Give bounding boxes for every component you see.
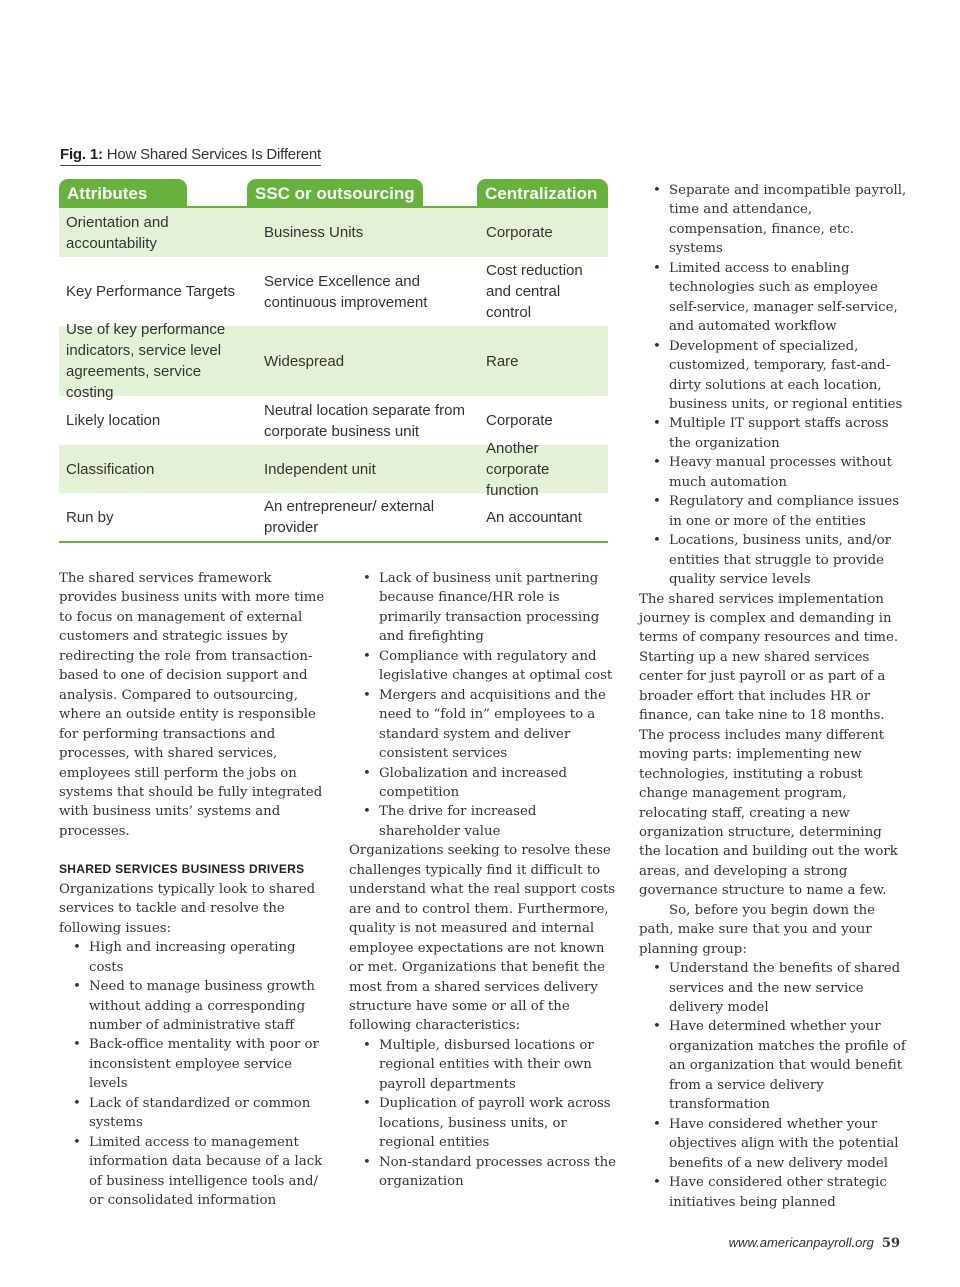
- cell-ssc: Neutral location separate from corporate business unit: [264, 401, 465, 440]
- planning-list: [639, 959, 907, 1212]
- column-2: [349, 569, 619, 1192]
- header-attributes: Attributes: [59, 179, 187, 208]
- drivers-intro: Organizations typically look to shared services to tackle and resolve the following issues:: [59, 881, 316, 936]
- list-item: • Have determined whether your organization matches the profile of an organization that would benefit from a service delivery transformation: [639, 1017, 907, 1114]
- list-item: • Multiple IT support staffs across the organization: [639, 414, 907, 453]
- list-item: • Lack of standardized or common systems: [59, 1094, 329, 1133]
- cell-attribute: Run by: [66, 508, 114, 526]
- drivers-list-continued: [349, 569, 619, 841]
- table-row: [59, 439, 608, 499]
- list-item: • Multiple, disbursed locations or regional entities with their own payroll departments: [349, 1036, 619, 1094]
- list-item: • Development of specialized, customized, temporary, fast-and-dirty solutions at each location, business units, or regional entities: [639, 337, 907, 415]
- planning-paragraph: So, before you begin down the path, make sure that you and your planning group:: [639, 902, 876, 957]
- cell-ssc: Widespread: [264, 352, 345, 370]
- table-row: [59, 208, 608, 257]
- cell-ssc: Service Excellence and continuous improvement: [264, 272, 428, 311]
- list-item: • Non-standard processes across the organization: [349, 1153, 619, 1192]
- header-ssc: SSC or outsourcing: [247, 179, 423, 208]
- list-item: • Mergers and acquisitions and the need to “fold in” employees to a standard system and deliver consistent services: [349, 686, 619, 764]
- list-item: • Globalization and increased competition: [349, 764, 619, 803]
- cell-attribute: Orientation and accountability: [66, 213, 169, 252]
- header-centralization: Centralization: [477, 179, 608, 208]
- list-item: • High and increasing operating costs: [59, 938, 329, 977]
- figure-title: How Shared Services Is Different: [102, 146, 321, 163]
- table-row: [59, 493, 608, 541]
- cell-centralization: Another corporate function: [486, 439, 550, 499]
- list-item: • Need to manage business growth without adding a corresponding number of administrative staff: [59, 977, 329, 1035]
- footer-url: www.americanpayroll.org: [728, 1235, 874, 1250]
- cell-ssc: Independent unit: [264, 460, 376, 478]
- cell-attribute: Classification: [66, 460, 155, 478]
- column-1: [59, 569, 329, 1211]
- list-item: • Separate and incompatible payroll, time and attendance, compensation, finance, etc. systems: [639, 181, 907, 259]
- characteristics-list-continued: [639, 181, 907, 590]
- cell-centralization: Cost reduction and central control: [486, 262, 583, 321]
- table-row: [59, 257, 608, 326]
- list-item: • Compliance with regulatory and legislative changes at optimal cost: [349, 647, 619, 686]
- list-item: • Heavy manual processes without much automation: [639, 453, 907, 492]
- drivers-list: [59, 938, 329, 1210]
- cell-centralization: Corporate: [486, 224, 553, 241]
- list-item: • Back-office mentality with poor or inconsistent employee service levels: [59, 1035, 329, 1093]
- cell-attribute: Likely location: [66, 412, 161, 429]
- cell-ssc: An entrepreneur/ external provider: [264, 498, 435, 536]
- cell-attribute: Key Performance Targets: [66, 283, 235, 300]
- figure-label: Fig. 1:: [60, 146, 103, 163]
- cell-centralization: Rare: [486, 352, 519, 370]
- table-bottom-rule: [59, 541, 608, 543]
- cell-centralization: An accountant: [486, 508, 582, 526]
- intro-paragraph: The shared services framework provides business units with more time to focus on management of external customers and strategic issues by redirecting the role from transaction-based to one of decision support and analysis. Compared to outsourcing, where an outside entity is responsible for performing transactions and processes, with shared services, employees still perform the jobs on systems that should be fully integrated with business units’ systems and processes.: [59, 571, 325, 839]
- list-item: • Locations, business units, and/or entities that struggle to provide quality service levels: [639, 531, 907, 589]
- cell-attribute: Use of key performance indicators, service level agreements, service costing: [66, 321, 226, 401]
- list-item: • Duplication of payroll work across locations, business units, or regional entities: [349, 1094, 619, 1152]
- list-item: • Lack of business unit partnering because finance/HR role is primarily transaction processing and firefighting: [349, 569, 619, 647]
- characteristics-paragraph: Organizations seeking to resolve these challenges typically find it difficult to understand what the real support costs are and to control them. Furthermore, quality is not measured and internal employee expectations are not known or met. Organizations that benefit the most from a shared services delivery structure have some or all of the following characteristics:: [349, 843, 616, 1034]
- list-item: • Have considered other strategic initiatives being planned: [639, 1173, 907, 1212]
- page-number: 59: [881, 1236, 900, 1251]
- list-item: • The drive for increased shareholder value: [349, 802, 619, 841]
- figure-caption: [60, 146, 321, 166]
- table-row: [59, 321, 608, 401]
- list-item: • Have considered whether your objectives align with the potential benefits of a new delivery model: [639, 1115, 907, 1173]
- list-item: • Understand the benefits of shared services and the new service delivery model: [639, 959, 907, 1017]
- cell-centralization: Corporate: [486, 412, 553, 429]
- page-footer: [729, 1235, 900, 1251]
- column-3: [639, 181, 907, 1212]
- list-item: • Limited access to enabling technologies such as employee self-service, manager self-service, and automated workflow: [639, 259, 907, 337]
- implementation-paragraph: The shared services implementation journey is complex and demanding in terms of company resources and time. Starting up a new shared services center for just payroll or as part of a broader effort that includes HR or finance, can take nine to 18 months. The process includes many different moving parts: implementing new technologies, instituting a robust change management program, relocating staff, creating a new organization structure, determining the location and building out the work areas, and developing a strong governance structure to name a few.: [639, 591, 899, 899]
- list-item: • Regulatory and compliance issues in one or more of the entities: [639, 492, 907, 531]
- characteristics-list: [349, 1036, 619, 1192]
- comparison-table: [59, 179, 608, 543]
- cell-ssc: Business Units: [264, 224, 364, 241]
- section-heading: SHARED SERVICES BUSINESS DRIVERS: [59, 862, 305, 877]
- list-item: • Limited access to management information data because of a lack of business intelligence tools and/ or consolidated information: [59, 1133, 329, 1211]
- table-header: [59, 179, 608, 208]
